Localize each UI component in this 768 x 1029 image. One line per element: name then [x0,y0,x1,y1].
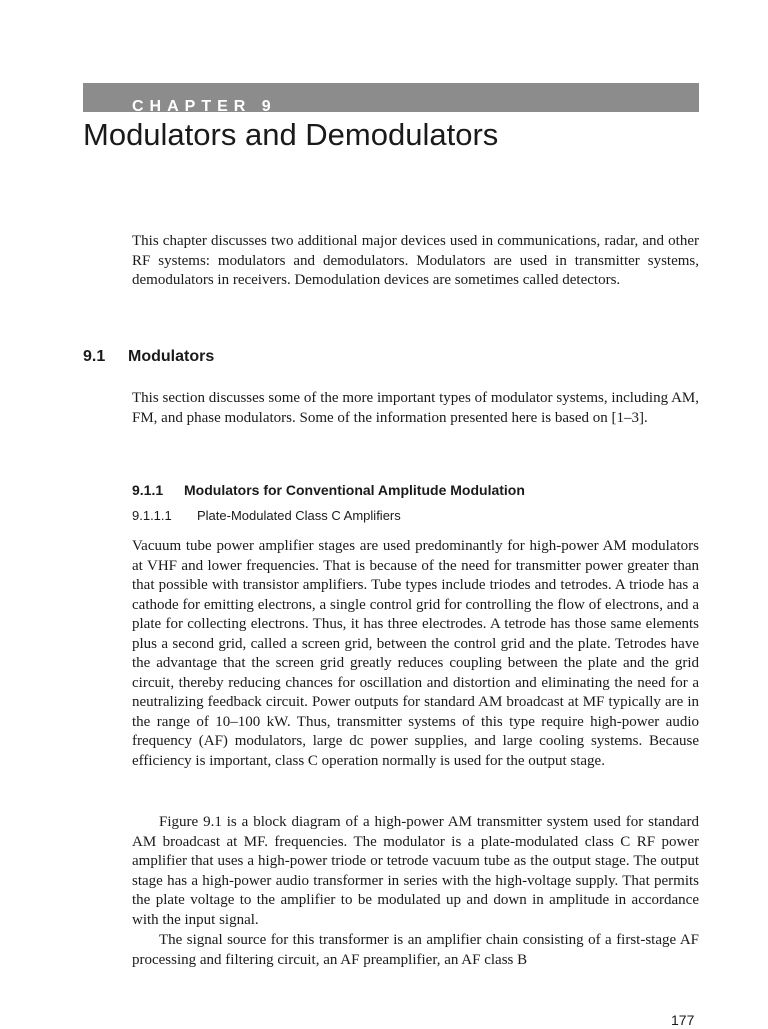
subsection-title: Modulators for Conventional Amplitude Modulation [184,482,525,498]
section-number: 9.1 [83,348,106,365]
subsection-heading [132,481,525,499]
subsubsection-title: Plate-Modulated Class C Amplifiers [197,508,401,523]
subsection-number: 9.1.1 [132,482,164,498]
chapter-title: Modulators and Demodulators [83,117,499,152]
body-paragraph: Figure 9.1 is a block diagram of a high-power AM transmitter system used for standard AM broadcast at MF. frequencies. The modulator is a plate-modulated class C RF power amplifier that uses a high-power triode or tetrode vacuum tube as the output stage. The output stage has a high-power audio transformer in series with the high-voltage supply. That permits the plate voltage to the amplifier to be modulated up and down in amplitude in accordance with the input signal. [132,814,699,928]
chapter-intro-paragraph: This chapter discusses two additional major devices used in communications, radar, and other RF systems: modulators and demodulators. Modulators are used in transmitter systems, demodulators in receivers. Demodulation devices are sometimes called detectors. [132,233,699,288]
section-title: Modulators [128,348,215,365]
page-number: 177 [671,1012,695,1028]
body-paragraph: Vacuum tube power amplifier stages are used predominantly for high-power AM modulators at VHF and lower frequencies. That is because of the need for transmitter power greater than that possible with transistor amplifiers. Tube types include triodes and tetrodes. A triode has a cathode for emitting electrons, a single control grid for controlling the flow of electrons, and a plate for collecting electrons. Thus, it has three electrodes. A tetrode has those same elements plus a second grid, called a screen grid, between the control grid and the plate. Tetrodes have the advantage that the screen grid greatly reduces coupling between the plate and the grid circuit, thereby reducing chances for oscillation and distortion and eliminating the need for a neutralizing feedback circuit. Power outputs for standard AM broadcast at MF typically are in the range of 10–100 kW. Thus, transmitter systems of this type require high-power audio frequency (AF) modulators, large dc power supplies, and large cooling systems. Because efficiency is important, class C operation normally is used for the output stage. [132,538,699,769]
section-heading [83,346,214,368]
chapter-label: CHAPTER 9 [132,98,277,113]
section-intro-paragraph: This section discusses some of the more important types of modulator systems, including AM, FM, and phase modulators. Some of the information presented here is based on [1–3]. [132,390,699,426]
subsubsection-heading [132,507,401,525]
body-paragraph: The signal source for this transformer is an amplifier chain consisting of a first-stage AF processing and filtering circuit, an AF preamplifier, an AF class B [132,932,699,968]
subsubsection-number: 9.1.1.1 [132,508,172,523]
